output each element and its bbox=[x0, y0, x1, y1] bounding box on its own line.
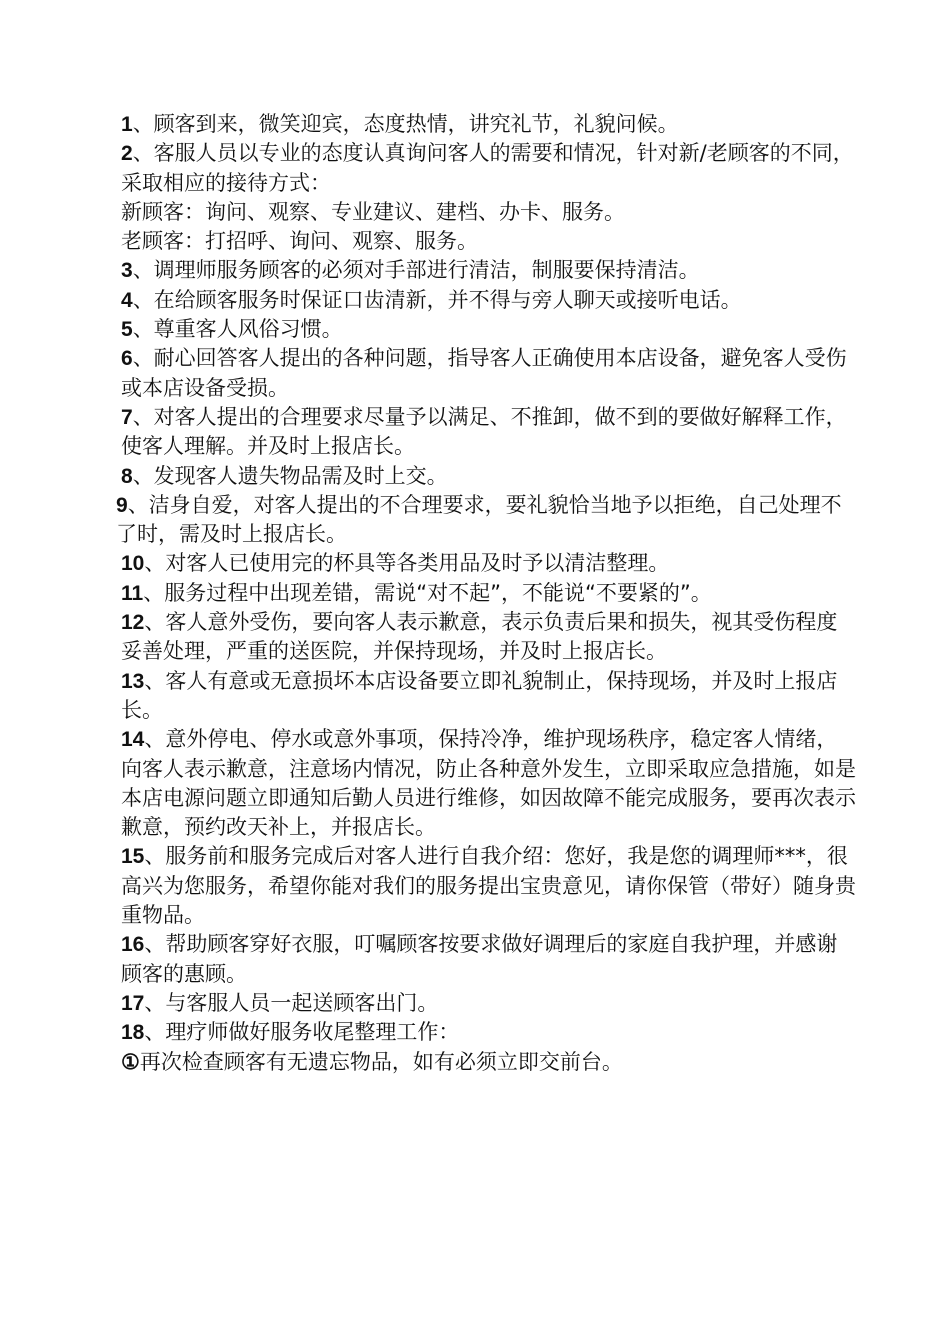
paragraph-10 bbox=[116, 549, 856, 578]
item-text: 再次检查顾客有无遗忘物品，如有必须立即交前台。 bbox=[139, 1049, 623, 1074]
item-text: 、顾客到来，微笑迎宾，态度热情，讲究礼节，礼貌问候。 bbox=[132, 112, 679, 136]
item-number: 15 bbox=[121, 845, 145, 869]
item-text: 、对客人提出的合理要求尽量予以满足、不推卸，做不到的要做好解释工作，使客人理解。并及时上报店长。 bbox=[121, 404, 847, 459]
item-text: 、客人有意或无意损坏本店设备要立即礼貌制止，保持现场，并及时上报店长。 bbox=[121, 668, 838, 722]
paragraph-18 bbox=[116, 1018, 856, 1047]
paragraph-8 bbox=[116, 462, 856, 491]
paragraph-11 bbox=[116, 579, 856, 608]
item-text: 新顾客：询问、观察、专业建议、建档、办卡、服务。 bbox=[121, 199, 625, 224]
item-number: 1 bbox=[121, 113, 133, 136]
item-text: 、与客服人员一起送顾客出门。 bbox=[144, 990, 439, 1015]
document-body bbox=[116, 110, 856, 1077]
item-text: 、在给顾客服务时保证口齿清新，并不得与旁人聊天或接听电话。 bbox=[132, 287, 742, 312]
item-number: 7 bbox=[121, 405, 133, 429]
item-number: 6 bbox=[121, 347, 133, 371]
paragraph-5 bbox=[116, 315, 856, 344]
item-text: 、调理师服务顾客的必须对手部进行清洁，制服要保持清洁。 bbox=[132, 258, 700, 283]
paragraph-7 bbox=[116, 403, 856, 462]
item-text: 、帮助顾客穿好衣服，叮嘱顾客按要求做好调理后的家庭自我护理，并感谢顾客的惠顾。 bbox=[121, 932, 838, 986]
circled-number: ① bbox=[121, 1050, 140, 1074]
paragraph-2 bbox=[116, 139, 856, 198]
paragraph-15 bbox=[116, 842, 856, 930]
item-text: 老顾客：打招呼、询问、观察、服务。 bbox=[121, 229, 478, 254]
item-number: 11 bbox=[121, 581, 144, 605]
item-number: 13 bbox=[121, 669, 145, 693]
item-text: 、洁身自爱，对客人提出的不合理要求，要礼貌恰当地予以拒绝，自己处理不了时，需及时上报店长。 bbox=[116, 492, 842, 547]
item-number: 5 bbox=[121, 318, 133, 342]
paragraph-13 bbox=[116, 667, 856, 726]
paragraph-1 bbox=[116, 110, 856, 139]
item-text: 、对客人已使用完的杯具等各类用品及时予以清洁整理。 bbox=[144, 551, 670, 576]
paragraph-4 bbox=[116, 286, 856, 315]
item-number: 4 bbox=[121, 288, 133, 312]
item-number: 16 bbox=[121, 933, 145, 957]
paragraph-16 bbox=[116, 930, 856, 989]
item-number: 9 bbox=[116, 493, 128, 517]
item-number: 18 bbox=[121, 1021, 145, 1045]
paragraph-new-customer bbox=[116, 198, 856, 227]
item-text: 、客服人员以专业的态度认真询问客人的需要和情况，针对新/老顾客的不同，采取相应的接待方式： bbox=[121, 141, 854, 195]
paragraph-14 bbox=[116, 725, 856, 842]
item-text: 、意外停电、停水或意外事项，保持冷净，维护现场秩序，稳定客人情绪，向客人表示歉意，注意场内情况，防止各种意外发生，立即采取应急措施，如是本店电源问题立即通知后勤人员进行维修，如因故障不能完成服务，要再次表示歉意，预约改天补上，并报店长。 bbox=[121, 727, 856, 840]
item-number: 8 bbox=[121, 464, 133, 488]
paragraph-old-customer bbox=[116, 227, 856, 256]
item-number: 3 bbox=[121, 259, 133, 283]
paragraph-6 bbox=[116, 344, 856, 403]
paragraph-18-sub-1 bbox=[116, 1048, 856, 1077]
item-text: 、理疗师做好服务收尾整理工作： bbox=[144, 1020, 460, 1045]
paragraph-9 bbox=[116, 491, 856, 550]
item-number: 10 bbox=[121, 552, 145, 576]
item-text: 、耐心回答客人提出的各种问题，指导客人正确使用本店设备，避免客人受伤或本店设备受损。 bbox=[121, 346, 847, 400]
item-number: 14 bbox=[121, 728, 145, 752]
item-text: 、发现客人遗失物品需及时上交。 bbox=[132, 463, 448, 488]
item-number: 2 bbox=[121, 142, 133, 166]
item-text: 、尊重客人风俗习惯。 bbox=[132, 317, 343, 342]
paragraph-3 bbox=[116, 256, 856, 285]
paragraph-17 bbox=[116, 989, 856, 1018]
item-text: 、服务过程中出现差错，需说“对不起”，不能说“不要紧的”。 bbox=[143, 580, 712, 605]
item-text: 、服务前和服务完成后对客人进行自我介绍：您好，我是您的调理师***，很高兴为您服务，希望你能对我们的服务提出宝贵意见，请你保管（带好）随身贵重物品。 bbox=[121, 844, 856, 928]
paragraph-12 bbox=[116, 608, 856, 667]
item-text: 、客人意外受伤，要向客人表示歉意，表示负责后果和损失，视其受伤程度妥善处理，严重的送医院，并保持现场，并及时上报店长。 bbox=[121, 610, 838, 664]
item-number: 12 bbox=[121, 611, 145, 635]
item-number: 17 bbox=[121, 991, 145, 1015]
